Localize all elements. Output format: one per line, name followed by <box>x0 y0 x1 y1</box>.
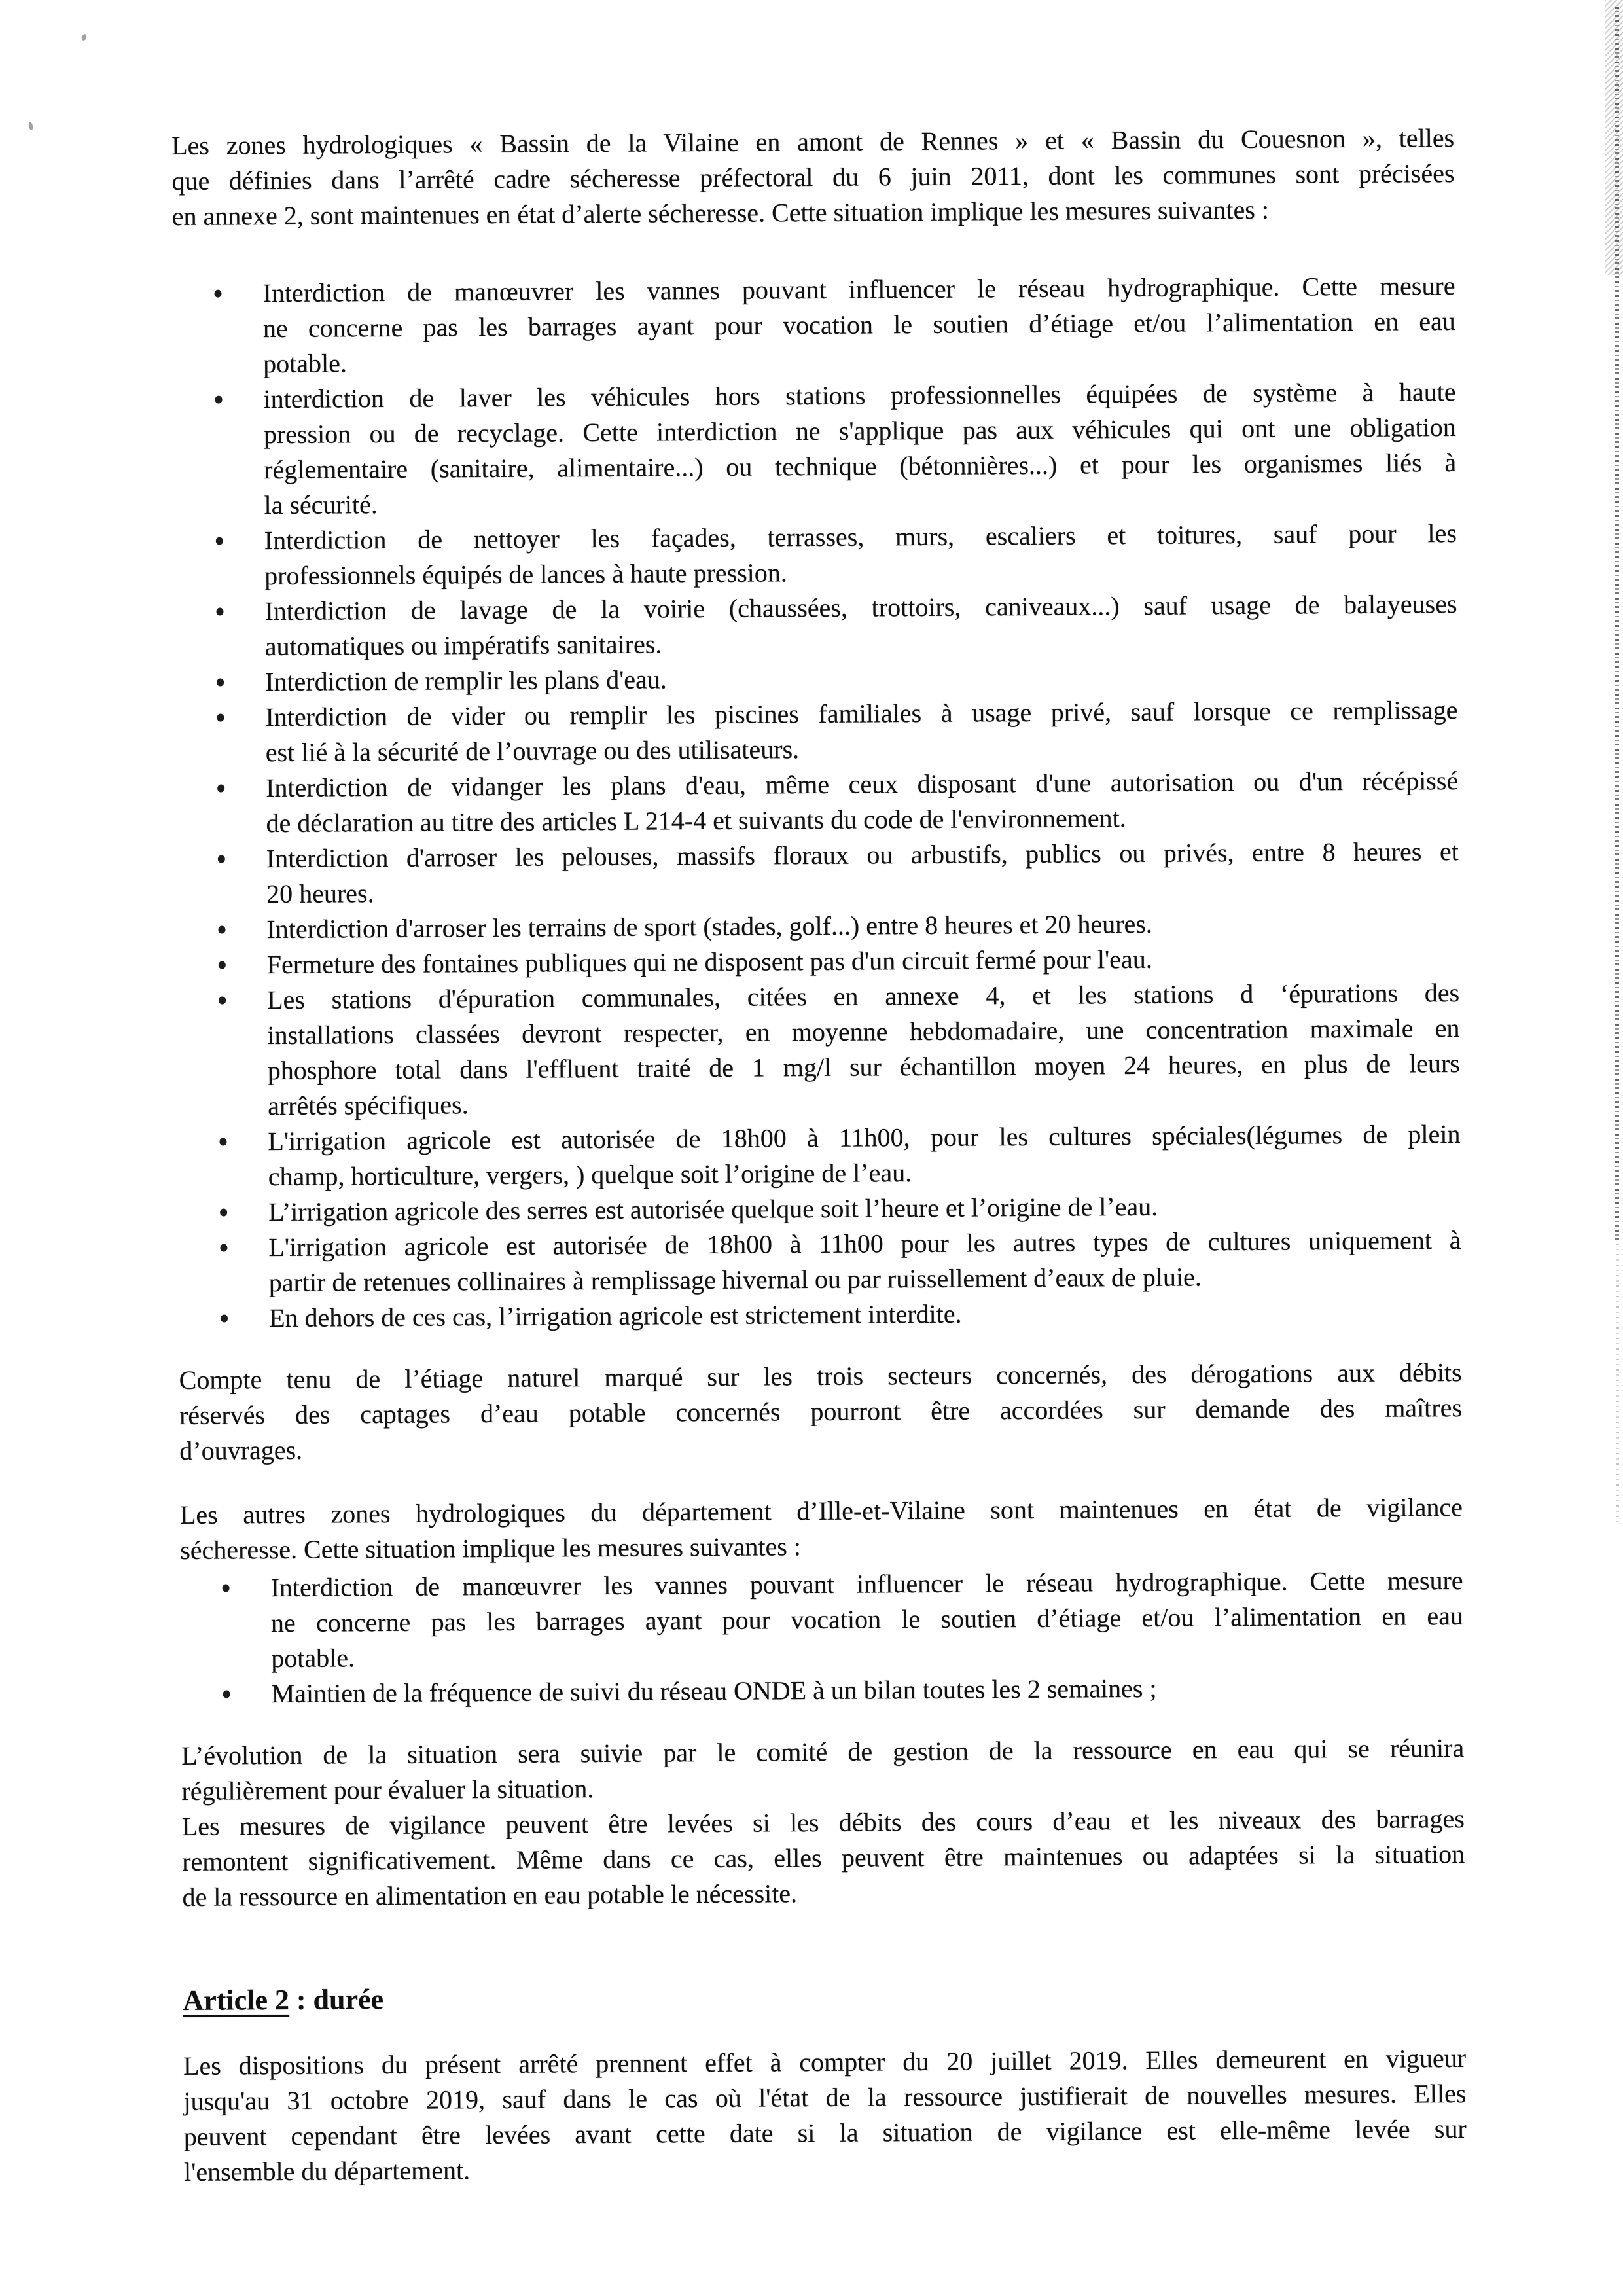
text-line: ne concerne pas les barrages ayant pour vocation le soutien d’étiage et/ou l’alimentation en eau <box>262 306 1455 344</box>
bullet-dot-icon <box>215 290 222 298</box>
text-line: en annexe 2, sont maintenues en état d’alerte sécheresse. Cette situation implique les mesures suivantes : <box>171 194 1270 231</box>
scan-speck <box>81 33 88 41</box>
bullet-item <box>179 1293 1461 1336</box>
text-line: Interdiction de vider ou remplir les piscines familiales à usage privé, sauf lorsque ce remplissage <box>265 695 1458 732</box>
text-line: Les stations d'épuration communales, citées en annexe 4, et les stations d ‘épurations des <box>266 978 1460 1015</box>
bullet-dot-icon <box>219 1138 226 1146</box>
text-line: peuvent cependant être levées avant cette date si la situation de vigilance est elle-même levée sur <box>183 2113 1467 2151</box>
text-line: Compte tenu de l’étiage naturel marqué sur les trois secteurs concernés, des dérogations aux débits <box>179 1357 1462 1395</box>
article-2-heading <box>183 1975 1465 2018</box>
bullet-dot-icon <box>220 1209 227 1217</box>
text-line: Interdiction de nettoyer les façades, terrasses, murs, escaliers et toitures, sauf pour les <box>264 518 1457 556</box>
bullet-dot-icon <box>216 608 223 616</box>
text-line: Fermeture des fontaines publiques qui ne disposent pas d'un circuit fermé pour l'eau. <box>266 944 1152 980</box>
text-line: potable. <box>271 1643 355 1674</box>
heading-segment: : durée <box>289 1983 384 2016</box>
text-line: réglementaire (sanitaire, alimentaire...) ou technique (bétonnières...) et pour les organismes liés à <box>264 448 1457 485</box>
text-line: pression ou de recyclage. Cette interdiction ne s'applique pas aux véhicules qui ont une obligation <box>263 412 1456 450</box>
text-line: ne concerne pas les barrages ayant pour vocation le soutien d’étiage et/ou l’alimentation en eau <box>270 1600 1464 1638</box>
derogations-paragraph <box>179 1355 1463 1469</box>
intro-paragraph <box>171 120 1455 234</box>
text-line: Interdiction d'arroser les terrains de sport (stades, golf...) entre 8 heures et 20 heures. <box>266 908 1152 944</box>
text-line: automatiques ou impératifs sanitaires. <box>264 629 662 662</box>
bullet-item <box>181 1669 1463 1712</box>
text-line: Les dispositions du présent arrêté prennent effet à compter du 20 juillet 2019. Elles demeurent en vigueur <box>183 2043 1467 2081</box>
text-line: Les zones hydrologiques « Bassin de la Vilaine en amont de Rennes » et « Bassin du Couesnon », telles <box>171 123 1455 160</box>
vigilance-levee-paragraph <box>182 1801 1465 1915</box>
text-line: interdiction de laver les véhicules hors stations professionnelles équipées de système à haute <box>263 377 1456 414</box>
bullet-item <box>176 834 1459 912</box>
text-line: 20 heures. <box>266 878 374 909</box>
text-line: remontent significativement. Même dans ce cas, elles peuvent être maintenues ou adaptées si la situation <box>182 1839 1465 1876</box>
bullet-item <box>178 1223 1461 1301</box>
text-line: L’évolution de la situation sera suivie par le comité de gestion de la ressource en eau qui se réunira <box>181 1732 1465 1770</box>
text-line: Interdiction de manœuvrer les vannes pouvant influencer le réseau hydrographique. Cette mesure <box>262 271 1455 308</box>
bullet-dot-icon <box>215 396 222 404</box>
bullet-dot-icon <box>223 1690 230 1698</box>
bullet-dot-icon <box>216 537 223 545</box>
bullet-dot-icon <box>219 961 226 969</box>
bullet-dot-icon <box>221 1315 228 1323</box>
heading-segment: Article 2 <box>183 1983 290 2017</box>
duree-paragraph <box>183 2041 1467 2190</box>
evolution-paragraph <box>181 1731 1465 1809</box>
text-line: arrêtés spécifiques. <box>267 1090 469 1121</box>
bullet-item <box>180 1563 1463 1677</box>
text-line: l'ensemble du département. <box>183 2155 471 2187</box>
text-line: sécheresse. Cette situation implique les mesures suivantes : <box>180 1532 802 1565</box>
text-line: Interdiction de lavage de la voirie (chaussées, trottoirs, caniveaux...) sauf usage de balayeuses <box>264 589 1457 626</box>
bullet-dot-icon <box>217 714 224 722</box>
bullet-item <box>174 516 1457 594</box>
bullet-item <box>177 1117 1461 1195</box>
bullet-dot-icon <box>220 1244 227 1252</box>
document-content <box>171 120 1467 2190</box>
text-line: de déclaration au titre des articles L 214-4 et suivants du code de l'environnement. <box>266 803 1126 838</box>
scan-edge-artifact <box>1616 1244 1619 1525</box>
text-line: la sécurité. <box>264 490 378 520</box>
text-line: Interdiction de remplir les plans d'eau. <box>265 664 667 697</box>
text-line: est lié à la sécurité de l’ouvrage ou des utilisateurs. <box>265 734 800 768</box>
text-line: champ, horticulture, vergers, ) quelque soit l’origine de l’eau. <box>268 1158 912 1192</box>
alert-measures-list <box>172 268 1461 1336</box>
text-line: Interdiction d'arroser les pelouses, massifs floraux ou arbustifs, publics ou privés, entre 8 heures et <box>266 836 1459 874</box>
vigilance-zones-paragraph <box>180 1490 1463 1568</box>
text-line: professionnels équipés de lances à haute pression. <box>264 558 787 591</box>
text-line: d’ouvrages. <box>179 1435 303 1465</box>
text-line: que définies dans l’arrêté cadre sécheresse préfectoral du 6 juin 2011, dont les communes sont précisées <box>171 158 1455 196</box>
bullet-item <box>175 763 1459 842</box>
text-line: En dehors de ces cas, l’irrigation agricole est strictement interdite. <box>268 1299 962 1333</box>
bullet-item <box>174 586 1457 665</box>
text-line: Les autres zones hydrologiques du département d’Ille-et-Vilaine sont maintenues en état de vigilance <box>179 1492 1463 1530</box>
scan-edge-artifact <box>1615 7 1619 1244</box>
text-line: L’irrigation agricole des serres est autorisée quelque soit l’heure et l’origine de l’eau. <box>268 1191 1158 1227</box>
text-line: Interdiction de manœuvrer les vannes pouvant influencer le réseau hydrographique. Cette mesure <box>270 1565 1463 1603</box>
bullet-item <box>175 692 1458 771</box>
text-line: potable. <box>263 348 348 379</box>
text-line: L'irrigation agricole est autorisée de 18h00 à 11h00 pour les autres types de cultures uniquement à <box>268 1225 1461 1263</box>
bullet-dot-icon <box>217 679 224 687</box>
bullet-item <box>173 374 1456 524</box>
text-line: phosphore total dans l'effluent traité de 1 mg/l sur échantillon moyen 24 heures, en plus de leurs <box>267 1049 1460 1086</box>
text-line: L'irrigation agricole est autorisée de 18h00 à 11h00, pour les cultures spéciales(légumes de plein <box>268 1119 1461 1157</box>
bullet-item <box>177 975 1460 1124</box>
scan-speck <box>28 122 34 131</box>
vigilance-measures-list <box>180 1563 1463 1712</box>
bullet-dot-icon <box>218 926 225 934</box>
scan-corner-artifact <box>1605 0 1623 275</box>
text-line: régulièrement pour évaluer la situation. <box>181 1774 594 1806</box>
text-line: Maintien de la fréquence de suivi du réseau ONDE à un bilan toutes les 2 semaines ; <box>271 1673 1157 1709</box>
bullet-item <box>172 268 1455 382</box>
bullet-dot-icon <box>217 785 224 793</box>
text-line: partir de retenues collinaires à remplissage hivernal ou par ruissellement d’eaux de pluie. <box>268 1262 1202 1298</box>
text-line: jusqu'au 31 octobre 2019, sauf dans le cas où l'état de la ressource justifierait de nouvelles mesures. Elles <box>183 2078 1467 2116</box>
text-line: réservés des captages d’eau potable concernés pourront être accordées sur demande des maîtres <box>179 1392 1463 1430</box>
bullet-dot-icon <box>223 1585 230 1592</box>
bullet-dot-icon <box>219 997 226 1005</box>
text-line: installations classées devront respecter, en moyenne hebdomadaire, une concentration maximale en <box>267 1013 1460 1050</box>
text-line: de la ressource en alimentation en eau potable le nécessite. <box>182 1878 798 1912</box>
text-line: Interdiction de vidanger les plans d'eau, même ceux disposant d'une autorisation ou d'un récépissé <box>266 766 1459 803</box>
text-line: Les mesures de vigilance peuvent être levées si les débits des cours d’eau et les niveaux des barrages <box>181 1803 1465 1841</box>
bullet-dot-icon <box>218 855 225 863</box>
